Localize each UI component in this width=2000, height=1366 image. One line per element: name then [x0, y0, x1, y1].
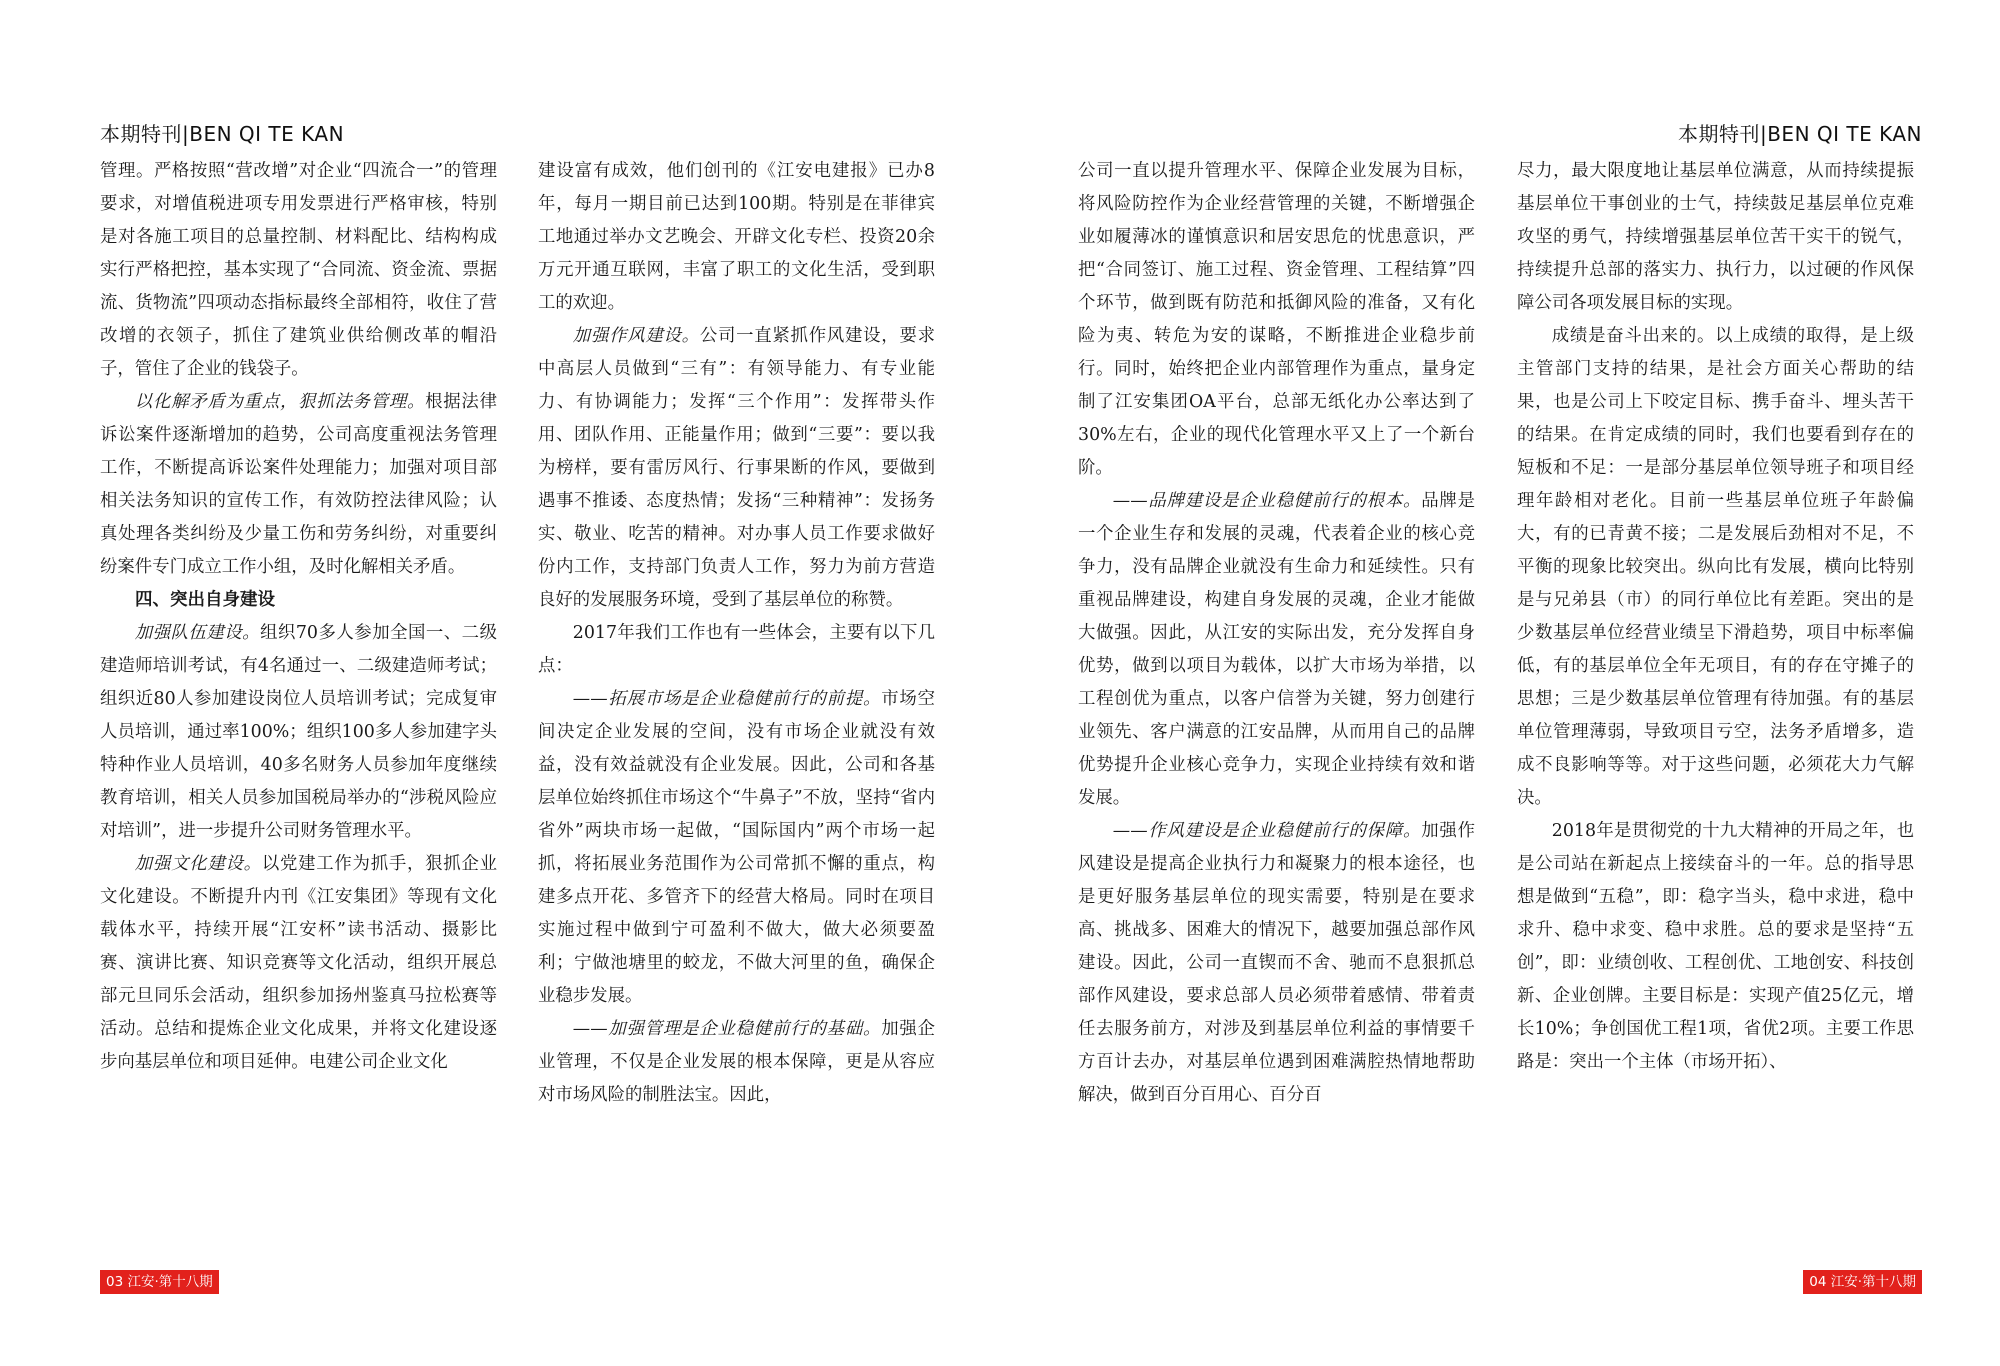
- paragraph-lead: 加强文化建设。: [134, 854, 262, 874]
- text-column: [1078, 155, 1475, 1112]
- paragraph: [538, 1013, 935, 1112]
- paragraph-lead: 以化解矛盾为重点，狠抓法务管理。: [134, 392, 426, 412]
- page-number-tag: 04 江安·第十八期: [1803, 1270, 1922, 1294]
- text-column: [100, 155, 497, 1079]
- paragraph: [538, 683, 935, 1013]
- section-header: 本期特刊|BEN QI TE KAN: [100, 122, 345, 146]
- paragraph-lead: ——作风建设是企业稳健前行的保障。: [1112, 821, 1422, 841]
- paragraph: [100, 386, 497, 584]
- text-column: [1517, 155, 1914, 1079]
- paragraph: 2018年是贯彻党的十九大精神的开局之年，也是公司站在新起点上接续奋斗的一年。总的指导思想是做到“五稳”，即：稳字当头，稳中求进，稳中求升、稳中求变、稳中求胜。总的要求是坚持“五创”，即：业绩创收、工程创优、工地创安、科技创新、企业创牌。主要目标是：实现产值25亿元，增长10%；争创国优工程1项，省优2项。主要工作思路是：突出一个主体（市场开拓）、: [1517, 821, 1914, 1072]
- paragraph: 尽力，最大限度地让基层单位满意，从而持续提振基层单位干事创业的士气，持续鼓足基层单位克难攻坚的勇气，持续增强基层单位苦干实干的锐气，持续提升总部的落实力、执行力，以过硬的作风保障公司各项发展目标的实现。: [1517, 161, 1914, 313]
- paragraph-body: 组织70多人参加全国一、二级建造师培训考试，有4名通过一、二级建造师考试；组织近80人参加建设岗位人员培训考试；完成复审人员培训，通过率100%；组织100多人参加建字头特种作业人员培训，40多名财务人员参加年度继续教育培训，相关人员参加国税局举办的“涉税风险应对培训”，进一步提升公司财务管理水平。: [100, 623, 497, 841]
- paragraph: [1078, 485, 1475, 815]
- page-number-tag: 03 江安·第十八期: [100, 1270, 219, 1294]
- section-header: 本期特刊|BEN QI TE KAN: [1677, 122, 1922, 146]
- section-heading: 四、突出自身建设: [135, 590, 275, 610]
- paragraph-body: 公司一直紧抓作风建设，要求中高层人员做到“三有”：有领导能力、有专业能力、有协调能力；发挥“三个作用”：发挥带头作用、团队作用、正能量作用；做到“三要”：要以我为榜样，要有雷厉风行、行事果断的作风，要做到遇事不推诿、态度热情；发扬“三种精神”：发扬务实、敬业、吃苦的精神。对办事人员工作要求做好份内工作，支持部门负责人工作，努力为前方营造良好的发展服务环境，受到了基层单位的称赞。: [538, 326, 935, 610]
- paragraph-lead: ——加强管理是企业稳健前行的基础。: [572, 1019, 882, 1039]
- paragraph: 管理。严格按照“营改增”对企业“四流合一”的管理要求，对增值税进项专用发票进行严格审核，特别是对各施工项目的总量控制、材料配比、结构构成实行严格把控，基本实现了“合同流、资金流、票据流、货物流”四项动态指标最终全部相符，收住了营改增的衣领子，抓住了建筑业供给侧改革的帽沿子，管住了企业的钱袋子。: [100, 161, 497, 379]
- text-column: [538, 155, 935, 1112]
- paragraph: 成绩是奋斗出来的。以上成绩的取得，是上级主管部门支持的结果，是社会方面关心帮助的结果，也是公司上下咬定目标、携手奋斗、埋头苦干的结果。在肯定成绩的同时，我们也要看到存在的短板和不足：一是部分基层单位领导班子和项目经理年龄相对老化。目前一些基层单位班子年龄偏大，有的已青黄不接；二是发展后劲相对不足，不平衡的现象比较突出。纵向比有发展，横向比特别是与兄弟县（市）的同行单位比有差距。突出的是少数基层单位经营业绩呈下滑趋势，项目中标率偏低，有的基层单位全年无项目，有的存在守摊子的思想；三是少数基层单位管理有待加强。有的基层单位管理薄弱，导致项目亏空，法务矛盾增多，造成不良影响等等。对于这些问题，必须花大力气解决。: [1517, 326, 1914, 808]
- paragraph-lead: ——拓展市场是企业稳健前行的前提。: [572, 689, 882, 709]
- paragraph-body: 根据法律诉讼案件逐渐增加的趋势，公司高度重视法务管理工作，不断提高诉讼案件处理能力；加强对项目部相关法务知识的宣传工作，有效防控法律风险；认真处理各类纠纷及少量工伤和劳务纠纷，对重要纠纷案件专门成立工作小组，及时化解相关矛盾。: [100, 392, 497, 577]
- paragraph: [100, 848, 497, 1079]
- paragraph-body: 品牌是一个企业生存和发展的灵魂，代表着企业的核心竞争力，没有品牌企业就没有生命力和延续性。只有重视品牌建设，构建自身发展的灵魂，企业才能做大做强。因此，从江安的实际出发，充分发挥自身优势，做到以项目为载体，以扩大市场为举措，以工程创优为重点，以客户信誉为关键，努力创建行业领先、客户满意的江安品牌，从而用自己的品牌优势提升企业核心竞争力，实现企业持续有效和谐发展。: [1078, 491, 1475, 808]
- right-page: [1000, 0, 2000, 1366]
- paragraph: [1078, 815, 1475, 1112]
- paragraph-lead: 加强作风建设。: [572, 326, 700, 346]
- paragraph-body: 以党建工作为抓手，狠抓企业文化建设。不断提升内刊《江安集团》等现有文化载体水平，持续开展“江安杯”读书活动、摄影比赛、演讲比赛、知识竞赛等文化活动，组织开展总部元旦同乐会活动，组织参加扬州鉴真马拉松赛等活动。总结和提炼企业文化成果，并将文化建设逐步向基层单位和项目延伸。电建公司企业文化: [100, 854, 497, 1072]
- paragraph: [538, 320, 935, 617]
- paragraph-body: 加强作风建设是提高企业执行力和凝聚力的根本途径，也是更好服务基层单位的现实需要，特别是在要求高、挑战多、困难大的情况下，越要加强总部作风建设。因此，公司一直锲而不舍、驰而不息狠抓总部作风建设，要求总部人员必须带着感情、带着责任去服务前方，对涉及到基层单位利益的事情要千方百计去办，对基层单位遇到困难满腔热情地帮助解决，做到百分百用心、百分百: [1078, 821, 1475, 1105]
- paragraph-body: 加强企业管理，不仅是企业发展的根本保障，更是从容应对市场风险的制胜法宝。因此，: [538, 1019, 935, 1105]
- paragraph: 公司一直以提升管理水平、保障企业发展为目标，将风险防控作为企业经营管理的关键，不断增强企业如履薄冰的谨慎意识和居安思危的忧患意识，严把“合同签订、施工过程、资金管理、工程结算”四个环节，做到既有防范和抵御风险的准备，又有化险为夷、转危为安的谋略，不断推进企业稳步前行。同时，始终把企业内部管理作为重点，量身定制了江安集团OA平台，总部无纸化办公率达到了30%左右，企业的现代化管理水平又上了一个新台阶。: [1078, 161, 1475, 478]
- paragraph-body: 市场空间决定企业发展的空间，没有市场企业就没有效益，没有效益就没有企业发展。因此，公司和各基层单位始终抓住市场这个“牛鼻子”不放，坚持“省内省外”两块市场一起做，“国际国内”两个市场一起抓，将拓展业务范围作为公司常抓不懈的重点，构建多点开花、多管齐下的经营大格局。同时在项目实施过程中做到宁可盈利不做大，做大必须要盈利；宁做池塘里的蛟龙，不做大河里的鱼，确保企业稳步发展。: [538, 689, 935, 1006]
- paragraph-lead: 加强队伍建设。: [134, 623, 261, 643]
- paragraph: [100, 617, 497, 848]
- paragraph: 2017年我们工作也有一些体会，主要有以下几点：: [538, 623, 935, 676]
- paragraph: 建设富有成效，他们创刊的《江安电建报》已办8年，每月一期目前已达到100期。特别是在菲律宾工地通过举办文艺晚会、开辟文化专栏、投资20余万元开通互联网，丰富了职工的文化生活，受到职工的欢迎。: [538, 161, 935, 313]
- paragraph-lead: ——品牌建设是企业稳健前行的根本。: [1112, 491, 1422, 511]
